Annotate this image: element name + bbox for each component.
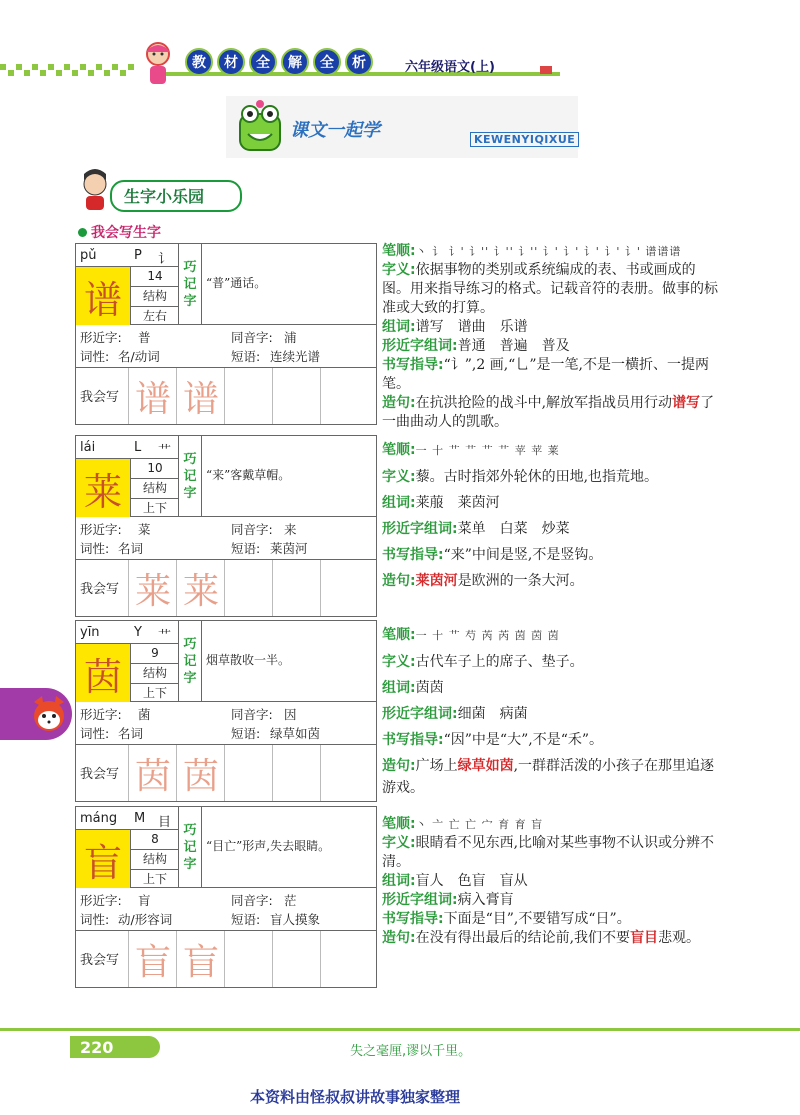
homophone-label: 同音字: [231,522,273,537]
card-radical: 艹 [158,629,172,644]
card-initial: P [134,248,142,263]
detail-sentence [382,755,722,799]
detail-similar-words [382,516,722,542]
memory-tip-char: 记 [183,468,197,484]
detail-writing-guide [382,729,722,751]
similar-char: 菜 [138,522,151,537]
practice-cell-empty[interactable] [320,745,376,801]
detail-label: 形近字组词: [382,338,458,354]
sentence-highlight: 盲目 [630,930,659,946]
card-radical: 目 [158,815,172,830]
detail-label: 造句: [382,395,416,411]
words-text: 莱菔 莱茵河 [415,495,500,511]
detail-words [382,872,722,891]
detail-label: 书写指导: [382,732,444,748]
sentence-text: 了一曲曲动人的凯歌。 [382,395,715,430]
homophone: 茫 [284,893,297,908]
detail-label: 形近字组词: [382,521,458,537]
char-detail-lai [382,437,722,594]
footer-line [0,1028,800,1031]
memory-tip-char: 记 [183,653,197,669]
homophone-label: 同音字: [231,707,273,722]
practice-cell: 谱 [176,368,225,424]
card-radical: 讠 [158,252,172,267]
structure-value: 上下 [142,686,167,700]
detail-label: 组词: [382,873,416,889]
pencil-icon [540,66,552,74]
practice-cell-empty[interactable] [320,931,376,987]
meaning-text: 依据事物的类别或系统编成的表、书或画成的图。用来指导练习的格式。记载音符的表册。做事的标准或大致的打算。 [382,262,718,316]
stroke-order: 一 十 艹 芍 芮 芮 茵 茵 茵 [415,629,560,642]
detail-label: 组词: [382,680,416,696]
memory-tip-text: “目亡”形声,失去眼睛。 [206,839,331,853]
part-of-speech: 动/形容词 [118,912,173,927]
part-of-speech-label: 词性: [80,912,110,927]
card-pinyin: lái [80,440,96,455]
memory-tip-text: “来”客戴草帽。 [206,468,291,482]
char-detail-pu [382,242,722,432]
writing-guide-text: “来”中间是竖,不是竖钩。 [443,547,603,563]
structure-value: 上下 [142,872,167,886]
phrase-label: 短语: [231,541,261,556]
card-structure-box [130,266,179,325]
similar-char: 普 [138,330,151,345]
structure-label: 结构 [131,850,179,870]
stroke-order: 丶 亠 亡 亡 宀 育 育 盲 [415,818,544,831]
practice-cell: 莱 [128,560,177,616]
writing-guide-text: 下面是“目”,不要错写成“日”。 [443,911,631,927]
card-info [76,888,376,931]
phrase: 莱茵河 [270,541,308,556]
grade-label: 六年级语文(上) [405,60,495,75]
char-card-mang [75,806,377,988]
stroke-count: 9 [131,644,179,664]
practice-cell-empty[interactable] [320,368,376,424]
part-of-speech: 名词 [118,541,144,556]
detail-label: 笔顺: [382,243,416,259]
card-structure-box [130,643,179,702]
sentence-text: 广场上 [415,758,458,774]
memory-tip-char: 字 [183,856,197,872]
detail-label: 笔顺: [382,816,416,832]
practice-cell: 盲 [176,931,225,987]
memory-tip-char: 字 [183,485,197,501]
card-initial: M [134,811,146,826]
memory-tip-char: 字 [183,670,197,686]
phrase: 连续光谱 [270,349,321,364]
memory-tip-char: 字 [183,293,197,309]
series-char: 析 [345,48,373,76]
char-detail-mang [382,815,722,948]
detail-label: 形近字组词: [382,892,458,908]
phrase-label: 短语: [231,726,261,741]
detail-label: 笔顺: [382,442,416,458]
words-text: 盲人 色盲 盲从 [415,873,528,889]
stroke-count: 8 [131,830,179,850]
practice-cell: 茵 [128,745,177,801]
memory-tip-text: 烟草散收一半。 [206,653,291,667]
subsection-title [78,222,161,242]
detail-label: 字义: [382,654,416,670]
phrase: 盲人摸象 [270,912,321,927]
sentence-text: 在没有得出最后的结论前,我们不要 [415,930,631,946]
series-char: 解 [281,48,309,76]
similar-char: 肓 [138,893,151,908]
part-of-speech-label: 词性: [80,726,110,741]
writing-guide-text: “因”中是“大”,不是“禾”。 [443,732,604,748]
sentence-text: 是欧洲的一条大河。 [457,573,584,589]
section-girl-icon [76,168,114,212]
footer-motto: 失之毫厘,谬以千里。 [350,1044,472,1059]
detail-writing-guide [382,910,722,929]
detail-words [382,318,722,337]
practice-cell-empty[interactable] [224,560,273,616]
detail-label: 书写指导: [382,547,444,563]
card-structure-box [130,829,179,888]
meaning-text: 古代车子上的席子、垫子。 [415,654,584,670]
writing-guide-text: “讠”,2 画,“乚”是一笔,不是一横折、一提两笔。 [382,357,709,392]
memory-tip-char: 巧 [183,451,197,467]
homophone-label: 同音字: [231,893,273,908]
structure-value: 左右 [142,309,167,323]
part-of-speech-label: 词性: [80,349,110,364]
section-title: 生字小乐园 [124,187,205,206]
practice-cell-empty[interactable] [224,745,273,801]
memory-tip-text: “普”通话。 [206,276,267,290]
detail-label: 字义: [382,469,416,485]
similar-char-label: 形近字: [80,707,122,722]
practice-cell-empty[interactable] [272,368,321,424]
practice-cell-empty[interactable] [224,931,273,987]
homophone: 浦 [284,330,297,345]
detail-label: 组词: [382,319,416,335]
series-char: 全 [249,48,277,76]
detail-label: 造句: [382,573,416,589]
memory-tip-char: 记 [183,276,197,292]
detail-similar-words [382,337,722,356]
detail-label: 字义: [382,262,416,278]
sentence-highlight: 绿草如茵 [457,758,514,774]
char-detail-yin [382,624,722,799]
sentence-text: 悲观。 [658,930,701,946]
practice-cell: 盲 [128,931,177,987]
card-character: 谱 [76,266,130,325]
series-char: 教 [185,48,213,76]
detail-label: 字义: [382,835,416,851]
practice-cell: 莱 [176,560,225,616]
memory-tip-label [178,436,202,516]
similar-words-text: 病入膏肓 [457,892,514,908]
detail-writing-guide [382,542,722,568]
sentence-text: 在抗洪抢险的战斗中,解放军指战员用行动 [415,395,673,411]
detail-sentence [382,394,722,432]
detail-similar-words [382,891,722,910]
practice-label: 我会写 [80,390,120,405]
series-char: 材 [217,48,245,76]
similar-char-label: 形近字: [80,893,122,908]
detail-sentence [382,568,722,594]
similar-char-label: 形近字: [80,330,122,345]
detail-meaning [382,261,722,318]
homophone-label: 同音字: [231,330,273,345]
card-pinyin: pǔ [80,248,97,263]
detail-label: 组词: [382,495,416,511]
structure-label: 结构 [131,287,179,307]
stroke-count: 14 [131,267,179,287]
card-character: 茵 [76,643,130,702]
practice-row [76,931,376,987]
memory-tip-char: 巧 [183,259,197,275]
structure-label: 结构 [131,479,179,499]
card-info [76,517,376,560]
frog-mascot-icon [236,100,284,154]
homophone: 来 [284,522,297,537]
card-info [76,325,376,368]
memory-tip-char: 记 [183,839,197,855]
detail-similar-words [382,703,722,725]
practice-cell-empty[interactable] [272,560,321,616]
header-girl-mascot-icon [140,40,176,88]
part-of-speech-label: 词性: [80,541,110,556]
meaning-text: 眼睛看不见东西,比喻对某些事物不认识或分辨不清。 [382,835,715,870]
card-radical: 艹 [158,444,172,459]
memory-tip-label [178,807,202,887]
page-number: 220 [80,1038,114,1057]
practice-cell-empty[interactable] [272,931,321,987]
practice-cell-empty[interactable] [272,745,321,801]
detail-label: 笔顺: [382,627,416,643]
sentence-highlight: 谱写 [672,395,701,411]
similar-char-label: 形近字: [80,522,122,537]
practice-label: 我会写 [80,767,120,782]
sentence-text: ,一群群活泼的小孩子在那里追逐游戏。 [382,758,715,796]
sentence-highlight: 莱茵河 [415,573,458,589]
structure-label: 结构 [131,664,179,684]
series-title [185,48,373,78]
memory-tip-label [178,621,202,701]
char-card-yin [75,620,377,802]
detail-words [382,677,722,699]
stroke-count: 10 [131,459,179,479]
similar-char: 菌 [138,707,151,722]
series-char: 全 [313,48,341,76]
detail-label: 书写指导: [382,911,444,927]
similar-words-text: 细菌 病菌 [457,706,528,722]
phrase: 绿草如茵 [270,726,321,741]
card-info [76,702,376,745]
char-card-lai [75,435,377,617]
homophone: 因 [284,707,297,722]
detail-label: 造句: [382,758,416,774]
practice-label: 我会写 [80,582,120,597]
bullet-dot-icon [78,228,87,237]
stroke-order: 丶 讠 讠' 讠'' 讠'' 讠'' 讠' 讠' 讠' 讠' 讠' 谱谱谱 [415,245,682,258]
part-of-speech: 名/动词 [118,349,160,364]
subsection-title-text: 我会写生字 [91,225,161,241]
meaning-text: 藜。古时指郊外轮休的田地,也指荒地。 [415,469,659,485]
card-initial: L [134,440,142,455]
detail-stroke-order [382,624,722,647]
banner-title: 课文一起学 [290,120,380,141]
practice-cell: 茵 [176,745,225,801]
cartoon-face-icon [30,694,68,734]
card-pinyin: yīn [80,625,100,640]
detail-label: 书写指导: [382,357,444,373]
memory-tip-char: 巧 [183,636,197,652]
similar-words-text: 菜单 白菜 炒菜 [457,521,570,537]
detail-stroke-order [382,815,722,834]
practice-cell-empty[interactable] [320,560,376,616]
practice-cell-empty[interactable] [224,368,273,424]
footer-credit: 本资料由怪叔叔讲故事独家整理 [250,1088,461,1106]
stroke-order: 一 十 艹 艹 艹 艹 苹 苹 莱 [415,444,560,457]
card-character: 莱 [76,458,130,517]
detail-stroke-order [382,437,722,464]
practice-cell: 谱 [128,368,177,424]
detail-sentence [382,929,722,948]
detail-label: 形近字组词: [382,706,458,722]
detail-meaning [382,651,722,673]
char-card-pu [75,243,377,425]
memory-tip-label [178,244,202,324]
phrase-label: 短语: [231,349,261,364]
detail-words [382,490,722,516]
detail-writing-guide [382,356,722,394]
detail-stroke-order [382,242,722,261]
banner-pinyin: KEWENYIQIXUE [470,132,579,147]
detail-label: 造句: [382,930,416,946]
practice-row [76,368,376,424]
phrase-label: 短语: [231,912,261,927]
card-initial: Y [134,625,142,640]
practice-label: 我会写 [80,953,120,968]
detail-meaning [382,834,722,872]
card-character: 盲 [76,829,130,888]
detail-meaning [382,464,722,490]
structure-value: 上下 [142,501,167,515]
words-text: 茵茵 [415,680,444,696]
practice-row [76,745,376,801]
words-text: 谱写 谱曲 乐谱 [415,319,528,335]
part-of-speech: 名词 [118,726,144,741]
practice-row [76,560,376,616]
card-structure-box [130,458,179,517]
similar-words-text: 普通 普遍 普及 [457,338,570,354]
card-pinyin: máng [80,811,118,826]
memory-tip-char: 巧 [183,822,197,838]
